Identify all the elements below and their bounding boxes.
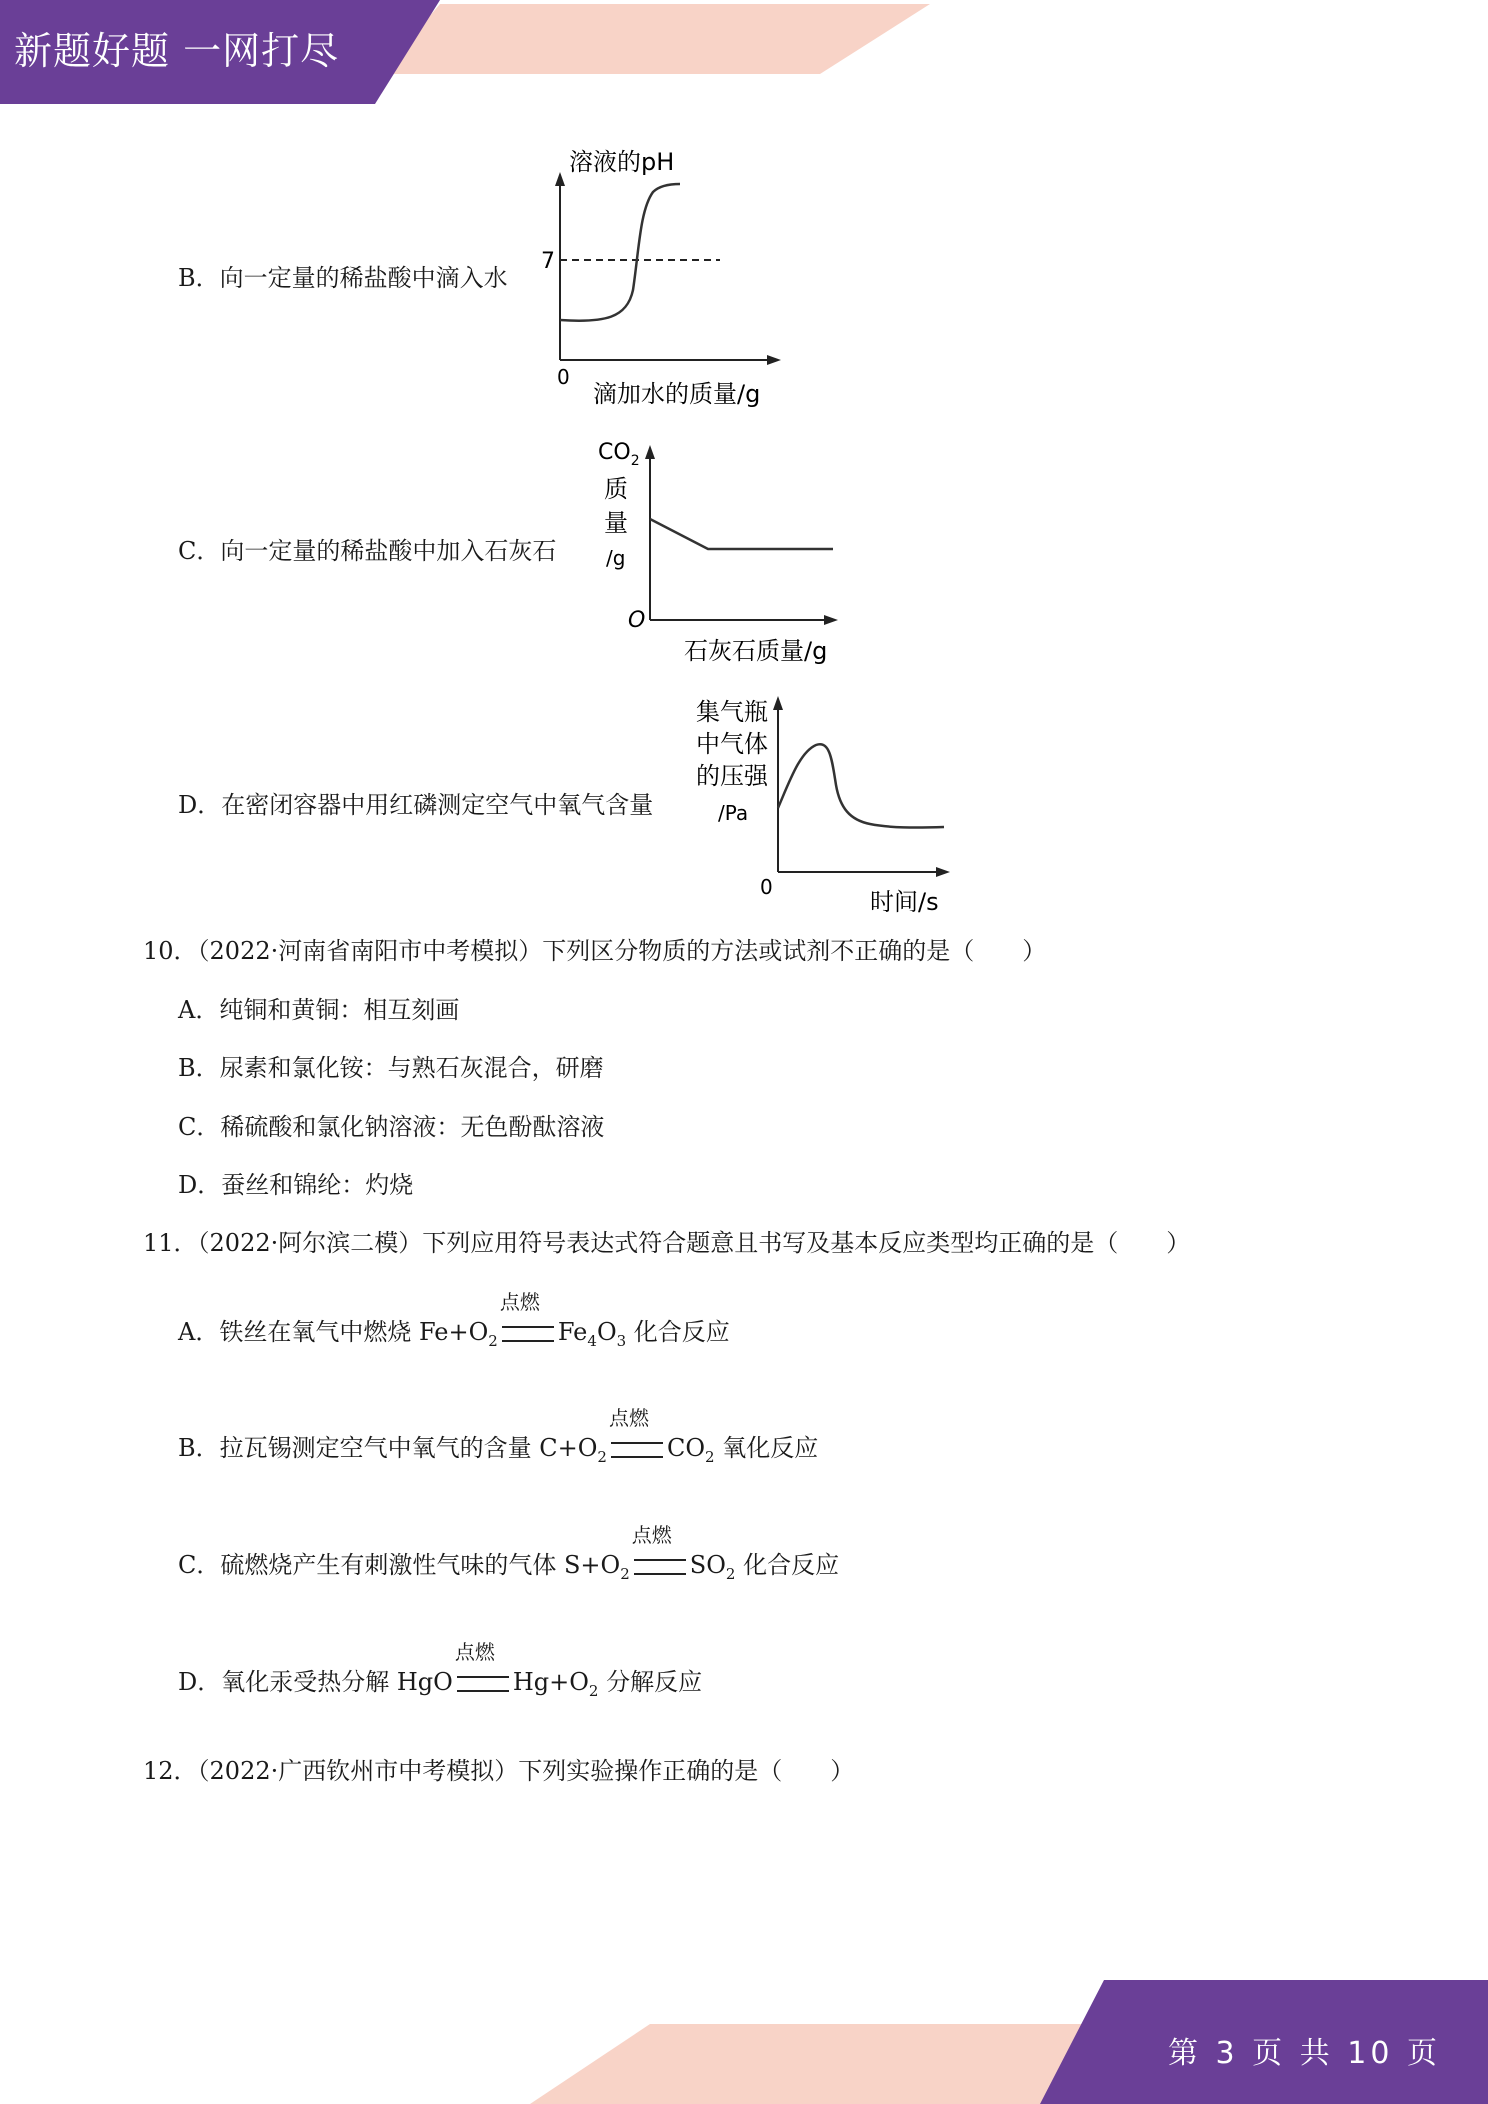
q9-option-d-graph [690, 690, 960, 920]
q12-stem: 12．（2022·广西钦州市中考模拟）下列实验操作正确的是（ ） [143, 1757, 855, 1785]
q11-stem: 11．（2022·阿尔滨二模）下列应用符号表达式符合题意且书写及基本反应类型均正确的是（ ） [143, 1229, 1191, 1257]
footer-pink-stripe [530, 2024, 1130, 2104]
q10-stem: 10．（2022·河南省南阳市中考模拟）下列区分物质的方法或试剂不正确的是（ ） [143, 937, 1047, 965]
q9-option-c-text: C．向一定量的稀盐酸中加入石灰石 [178, 537, 557, 565]
ph-reference-value: 7 [541, 249, 555, 274]
q11-option-c: C．硫燃烧产生有刺激性气味的气体 $S+O_2$ 点燃 $SO_2$ 化合反应 [178, 1523, 840, 1583]
pressure-curve [778, 744, 944, 827]
co2-x-arrow [824, 615, 838, 625]
co2-line [650, 519, 833, 549]
pressure-origin: 0 [760, 875, 773, 899]
co2-axis-label-4: /g [606, 546, 626, 570]
header-pink-stripe [380, 4, 930, 74]
q11-option-b: B．拉瓦锡测定空气中氧气的含量 $C+O_2$ 点燃 $CO_2$ 氧化反应 [178, 1406, 819, 1466]
q11-option-a: A．铁丝在氧气中燃烧 $Fe+O_2$ 点燃 $Fe_4O_3$ 化合反应 [178, 1290, 730, 1350]
reaction-arrow: 点燃 [607, 1433, 667, 1463]
ph-x-label: 滴加水的质量/g [593, 380, 761, 408]
ph-origin: 0 [557, 365, 570, 389]
co2-y-arrow [645, 445, 655, 459]
pressure-axis-label-4: /Pa [718, 801, 749, 825]
q11-option-d: D．氧化汞受热分解 HgO 点燃 $Hg+O_2$ 分解反应 [178, 1640, 703, 1700]
ph-y-arrow [555, 172, 565, 186]
pressure-y-arrow [773, 696, 783, 710]
pressure-axis-label-1: 集气瓶 [696, 698, 768, 726]
pressure-axis-label-2: 中气体 [696, 730, 768, 758]
q10-option-a: A．纯铜和黄铜：相互刻画 [178, 996, 460, 1024]
reaction-arrow: 点燃 [498, 1317, 558, 1347]
pressure-x-label: 时间/s [870, 888, 939, 916]
co2-axis-label-2: 质 [604, 475, 628, 503]
q9-option-b-graph [535, 140, 795, 410]
co2-x-label: 石灰石质量/g [684, 637, 828, 665]
pressure-x-arrow [936, 867, 950, 877]
q9-option-c-graph [590, 435, 850, 675]
ph-curve-main [560, 184, 680, 321]
q9-option-b-text: B．向一定量的稀盐酸中滴入水 [178, 264, 508, 292]
q10-option-b: B．尿素和氯化铵：与熟石灰混合，研磨 [178, 1054, 604, 1082]
co2-axis-label-3: 量 [604, 509, 628, 537]
ph-axis-label: 溶液的pH [569, 148, 675, 176]
header-title: 新题好题 一网打尽 [14, 29, 340, 73]
ph-x-arrow [767, 355, 781, 365]
co2-axis-label-1: $CO_2$ [598, 440, 640, 469]
q10-option-c: C．稀硫酸和氯化钠溶液：无色酚酞溶液 [178, 1113, 605, 1141]
pressure-axis-label-3: 的压强 [696, 762, 768, 790]
reaction-arrow: 点燃 [453, 1667, 513, 1697]
reaction-arrow: 点燃 [630, 1550, 690, 1580]
co2-origin: O [628, 608, 646, 633]
page-number: 第 3 页 共 10 页 [1168, 2036, 1441, 2071]
q10-option-d: D．蚕丝和锦纶：灼烧 [178, 1171, 414, 1199]
q9-option-d-text: D．在密闭容器中用红磷测定空气中氧气含量 [178, 791, 654, 819]
